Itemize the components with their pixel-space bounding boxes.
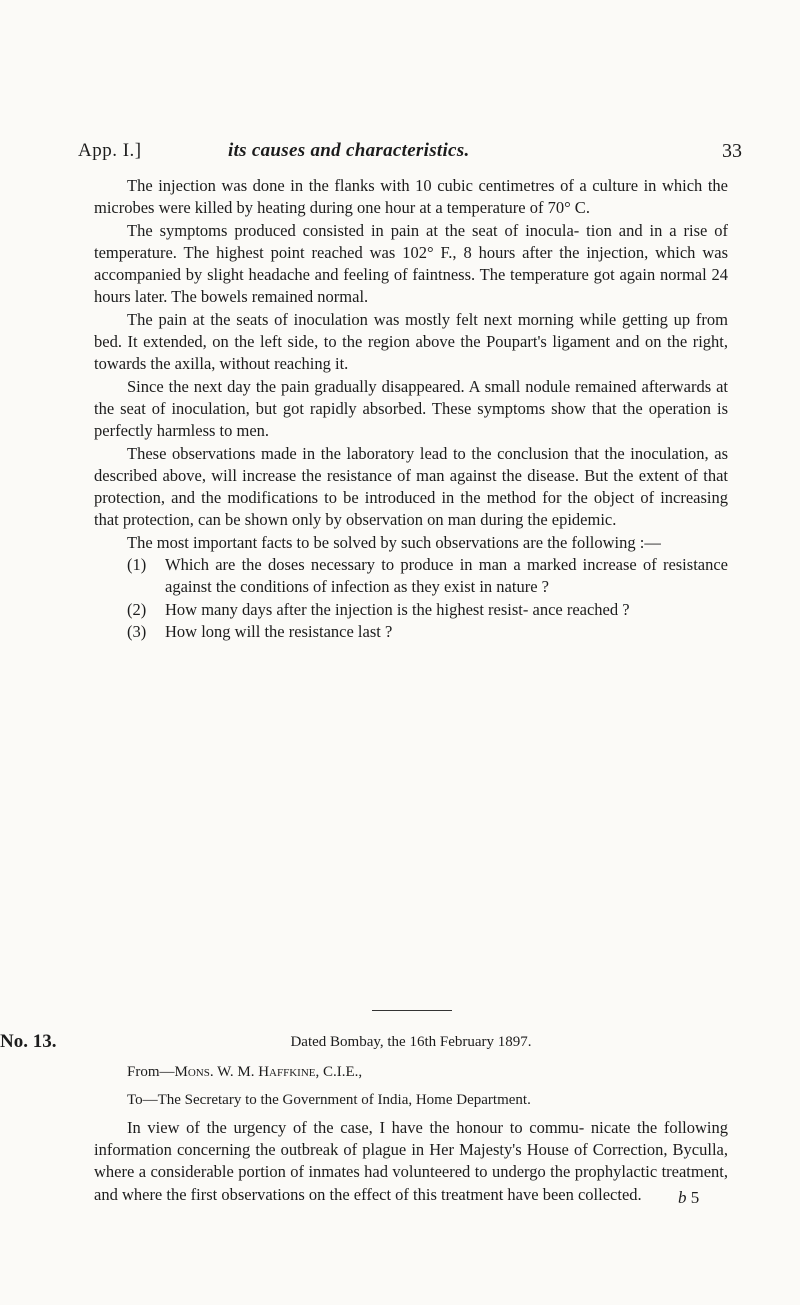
from-suffix: C.I.E., xyxy=(319,1064,363,1081)
paragraph-facts: The most important facts to be solved by such observations are the following :— xyxy=(127,532,661,552)
letter-date: Dated Bombay, the 16th February 1897. xyxy=(290,1034,532,1050)
signature-mark xyxy=(678,1188,699,1208)
list-item xyxy=(127,599,728,621)
list-item xyxy=(127,554,728,599)
signature-number: 5 xyxy=(690,1188,700,1207)
letter-section xyxy=(94,1031,728,1206)
running-header xyxy=(78,140,742,170)
list-item xyxy=(127,621,728,643)
question-text: How many days after the injection is the highest resist- ance reached ? xyxy=(165,599,630,619)
document-number: No. 13. xyxy=(0,1031,57,1052)
header-appendix-label: App. I.] xyxy=(78,140,142,161)
paragraph-symptoms: The symptoms produced consisted in pain at the seat of inocula- tion and in a rise of temperature. The highest point reached was 102° F., 8 hours after the injection, which was accompanied by slight headache and feeling of faintness. The temperature got again normal 24 hours later. The bowels remained normal. xyxy=(94,220,728,307)
from-prefix: From— xyxy=(127,1064,175,1081)
paragraph-pain: The pain at the seats of inoculation was mostly felt next morning while getting up from bed. It extended, on the left side, to the region above the Poupart's ligament and on the right, towards the axilla, without reaching it. xyxy=(94,309,728,374)
letter-paragraph: In view of the urgency of the case, I have the honour to commu- nicate the following information concerning the outbreak of plague in Her Majesty's House of Correction, Byculla, where a considerable portion of inmates had volunteered to undergo the prophylactic treatment, and where the first observations on the effect of this treatment have been collected. xyxy=(94,1117,728,1204)
letter-from xyxy=(94,1061,728,1083)
paragraph-conclusion: These observations made in the laboratory lead to the conclusion that the inoculation, as described above, will increase the resistance of man against the disease. But the extent of that protection, and the modifications to be introduced in the method for the object of increasing that protection, can be shown only by observation on man during the epidemic. xyxy=(94,443,728,530)
body-text xyxy=(94,175,728,643)
header-title: its causes and characteristics. xyxy=(228,140,470,161)
letter-to: To—The Secretary to the Government of India, Home Department. xyxy=(127,1091,531,1108)
page-number: 33 xyxy=(722,140,742,162)
question-number: (2) xyxy=(127,599,147,619)
signature-letter: b xyxy=(678,1188,687,1207)
paragraph-injection: The injection was done in the flanks with 10 cubic centimetres of a culture in which the microbes were killed by heating during one hour at a temperature of 70° C. xyxy=(94,176,728,218)
question-number: (3) xyxy=(127,621,147,641)
from-name: Mons. W. M. Haffkine, xyxy=(174,1064,320,1081)
question-number: (1) xyxy=(127,555,147,575)
section-divider xyxy=(372,1010,452,1011)
question-text: How long will the resistance last ? xyxy=(165,621,393,641)
question-list xyxy=(94,554,728,643)
paragraph-nodule: Since the next day the pain gradually disappeared. A small nodule remained afterwards at the seat of inoculation, but got rapidly absorbed. These symptoms show that the operation is perfectly harmless to men. xyxy=(94,376,728,441)
question-text: Which are the doses necessary to produce in man a marked increase of resistance against the conditions of infection as they exist in nature ? xyxy=(165,555,728,597)
